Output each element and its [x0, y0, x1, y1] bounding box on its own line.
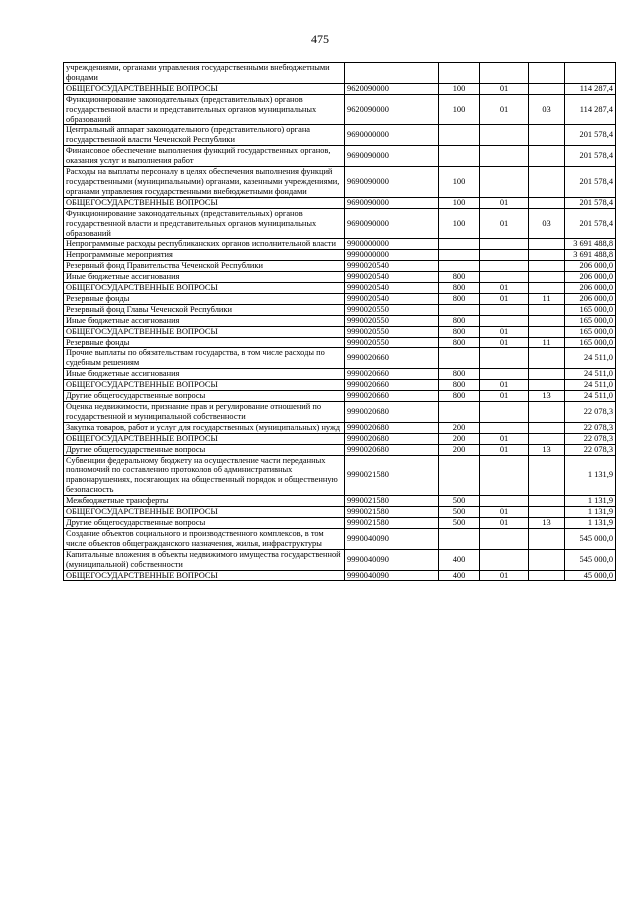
row-amount: 24 511,0	[565, 369, 616, 380]
row-subsection	[529, 326, 565, 337]
row-amount: 206 000,0	[565, 283, 616, 294]
row-code: 9620090000	[345, 83, 439, 94]
row-amount: 201 578,4	[565, 125, 616, 146]
row-expense-type: 500	[439, 507, 480, 518]
row-code: 9990000000	[345, 250, 439, 261]
row-expense-type: 200	[439, 422, 480, 433]
table-row	[64, 433, 616, 444]
row-code: 9990040090	[345, 549, 439, 570]
table-row	[64, 283, 616, 294]
row-expense-type: 100	[439, 208, 480, 239]
row-name: Непрограммные расходы республиканских органов исполнительной власти	[64, 239, 345, 250]
row-code: 9990020540	[345, 272, 439, 283]
row-expense-type: 200	[439, 433, 480, 444]
table-row	[64, 455, 616, 496]
row-amount: 22 078,3	[565, 433, 616, 444]
row-amount: 201 578,4	[565, 167, 616, 198]
row-expense-type	[439, 63, 480, 84]
row-code: 9690090000	[345, 197, 439, 208]
table-row	[64, 422, 616, 433]
row-expense-type: 100	[439, 83, 480, 94]
row-name: Оценка недвижимости, признание прав и регулирование отношений по государственной и муниципальной собственности	[64, 402, 345, 423]
row-code: 9990020680	[345, 433, 439, 444]
row-expense-type: 100	[439, 167, 480, 198]
row-expense-type	[439, 304, 480, 315]
row-code: 9990020550	[345, 315, 439, 326]
table-row	[64, 391, 616, 402]
row-subsection: 03	[529, 94, 565, 125]
table-row	[64, 549, 616, 570]
row-name: Другие общегосударственные вопросы	[64, 444, 345, 455]
table-row	[64, 261, 616, 272]
row-section	[480, 402, 529, 423]
row-expense-type: 800	[439, 337, 480, 348]
row-amount: 206 000,0	[565, 261, 616, 272]
row-subsection	[529, 433, 565, 444]
row-section	[480, 261, 529, 272]
row-subsection	[529, 283, 565, 294]
row-code: 9990020660	[345, 380, 439, 391]
row-name: ОБЩЕГОСУДАРСТВЕННЫЕ ВОПРОСЫ	[64, 283, 345, 294]
row-subsection	[529, 239, 565, 250]
table-row	[64, 444, 616, 455]
row-section: 01	[480, 517, 529, 528]
table-row	[64, 570, 616, 581]
row-amount: 22 078,3	[565, 422, 616, 433]
row-subsection	[529, 250, 565, 261]
row-subsection: 03	[529, 208, 565, 239]
row-amount: 206 000,0	[565, 293, 616, 304]
row-subsection: 11	[529, 293, 565, 304]
row-code: 9990021580	[345, 517, 439, 528]
row-section	[480, 496, 529, 507]
row-expense-type: 800	[439, 380, 480, 391]
row-section: 01	[480, 380, 529, 391]
row-code: 9690090000	[345, 146, 439, 167]
row-section: 01	[480, 433, 529, 444]
row-section: 01	[480, 293, 529, 304]
row-expense-type: 800	[439, 391, 480, 402]
row-expense-type: 800	[439, 293, 480, 304]
table-row	[64, 517, 616, 528]
row-amount: 1 131,9	[565, 496, 616, 507]
row-amount	[565, 63, 616, 84]
row-subsection: 11	[529, 337, 565, 348]
row-name: ОБЩЕГОСУДАРСТВЕННЫЕ ВОПРОСЫ	[64, 570, 345, 581]
table-row	[64, 304, 616, 315]
row-name: ОБЩЕГОСУДАРСТВЕННЫЕ ВОПРОСЫ	[64, 507, 345, 518]
row-section	[480, 348, 529, 369]
row-amount: 3 691 488,8	[565, 250, 616, 261]
row-expense-type: 500	[439, 496, 480, 507]
row-section	[480, 304, 529, 315]
row-expense-type: 800	[439, 369, 480, 380]
row-amount: 206 000,0	[565, 272, 616, 283]
row-section	[480, 315, 529, 326]
row-subsection	[529, 272, 565, 283]
row-section	[480, 455, 529, 496]
row-code: 9690090000	[345, 208, 439, 239]
row-subsection	[529, 146, 565, 167]
row-section	[480, 146, 529, 167]
row-expense-type: 200	[439, 444, 480, 455]
table-row	[64, 326, 616, 337]
row-name: Центральный аппарат законодательного (представительного) органа государственной власти Чеченской Республики	[64, 125, 345, 146]
row-code: 9990021580	[345, 455, 439, 496]
table-row	[64, 83, 616, 94]
row-code: 9990021580	[345, 496, 439, 507]
row-name: Резервные фонды	[64, 337, 345, 348]
row-amount: 165 000,0	[565, 326, 616, 337]
row-subsection	[529, 197, 565, 208]
row-code: 9690000000	[345, 125, 439, 146]
row-subsection	[529, 167, 565, 198]
row-name: Капитальные вложения в объекты недвижимого имущества государственной (муниципальной) собственности	[64, 549, 345, 570]
row-amount: 114 287,4	[565, 83, 616, 94]
row-subsection	[529, 507, 565, 518]
row-code: 9690090000	[345, 167, 439, 198]
row-section: 01	[480, 326, 529, 337]
row-subsection	[529, 422, 565, 433]
table-row	[64, 380, 616, 391]
table-row	[64, 528, 616, 549]
row-name: учреждениями, органами управления государственными внебюджетными фондами	[64, 63, 345, 84]
row-section: 01	[480, 283, 529, 294]
row-name: Функционирование законодательных (представительных) органов государственной власти и представительных органов муниципальных образований	[64, 208, 345, 239]
row-section	[480, 167, 529, 198]
row-amount: 201 578,4	[565, 146, 616, 167]
row-code	[345, 63, 439, 84]
row-section	[480, 422, 529, 433]
row-name: Резервные фонды	[64, 293, 345, 304]
row-name: Иные бюджетные ассигнования	[64, 315, 345, 326]
row-code: 9990020680	[345, 422, 439, 433]
row-name: ОБЩЕГОСУДАРСТВЕННЫЕ ВОПРОСЫ	[64, 197, 345, 208]
row-expense-type: 400	[439, 549, 480, 570]
row-subsection: 13	[529, 391, 565, 402]
row-expense-type: 800	[439, 272, 480, 283]
table-row	[64, 315, 616, 326]
row-amount: 3 691 488,8	[565, 239, 616, 250]
row-subsection: 13	[529, 444, 565, 455]
row-section	[480, 272, 529, 283]
row-section: 01	[480, 208, 529, 239]
row-subsection	[529, 369, 565, 380]
row-amount: 22 078,3	[565, 444, 616, 455]
row-section: 01	[480, 570, 529, 581]
row-section: 01	[480, 83, 529, 94]
budget-table-body	[64, 63, 616, 581]
row-subsection	[529, 125, 565, 146]
table-row	[64, 496, 616, 507]
row-name: Непрограммные мероприятия	[64, 250, 345, 261]
row-section	[480, 239, 529, 250]
row-amount: 545 000,0	[565, 528, 616, 549]
row-code: 9620090000	[345, 94, 439, 125]
row-code: 9990040090	[345, 570, 439, 581]
row-name: Субвенции федеральному бюджету на осуществление части переданных полномочий по составлению протоколов об административных правонарушениях, посягающих на общественный порядок и общественную безопасность	[64, 455, 345, 496]
row-code: 9990020680	[345, 402, 439, 423]
row-subsection	[529, 402, 565, 423]
row-code: 9990020540	[345, 261, 439, 272]
row-name: Функционирование законодательных (представительных) органов государственной власти и представительных органов муниципальных образований	[64, 94, 345, 125]
table-row	[64, 369, 616, 380]
row-section: 01	[480, 507, 529, 518]
row-amount: 165 000,0	[565, 304, 616, 315]
row-expense-type: 800	[439, 315, 480, 326]
table-row	[64, 167, 616, 198]
row-expense-type	[439, 125, 480, 146]
row-subsection	[529, 63, 565, 84]
row-expense-type: 100	[439, 197, 480, 208]
table-row	[64, 146, 616, 167]
row-code: 9900000000	[345, 239, 439, 250]
row-amount: 1 131,9	[565, 455, 616, 496]
row-expense-type	[439, 528, 480, 549]
row-code: 9990020660	[345, 348, 439, 369]
table-row	[64, 348, 616, 369]
row-amount: 201 578,4	[565, 197, 616, 208]
table-row	[64, 250, 616, 261]
row-amount: 22 078,3	[565, 402, 616, 423]
row-name: ОБЩЕГОСУДАРСТВЕННЫЕ ВОПРОСЫ	[64, 83, 345, 94]
row-amount: 201 578,4	[565, 208, 616, 239]
row-section: 01	[480, 94, 529, 125]
row-subsection	[529, 496, 565, 507]
row-section	[480, 63, 529, 84]
row-code: 9990020660	[345, 369, 439, 380]
table-row	[64, 337, 616, 348]
row-amount: 24 511,0	[565, 391, 616, 402]
budget-table	[63, 62, 616, 581]
row-expense-type	[439, 261, 480, 272]
row-amount: 45 000,0	[565, 570, 616, 581]
row-expense-type	[439, 455, 480, 496]
row-code: 9990020550	[345, 326, 439, 337]
row-expense-type: 800	[439, 326, 480, 337]
row-name: Другие общегосударственные вопросы	[64, 391, 345, 402]
row-expense-type: 500	[439, 517, 480, 528]
row-subsection	[529, 570, 565, 581]
row-expense-type	[439, 239, 480, 250]
row-subsection	[529, 83, 565, 94]
row-expense-type: 400	[439, 570, 480, 581]
row-expense-type	[439, 250, 480, 261]
row-name: Финансовое обеспечение выполнения функций государственных органов, оказания услуг и выполнения работ	[64, 146, 345, 167]
row-amount: 165 000,0	[565, 315, 616, 326]
row-expense-type	[439, 402, 480, 423]
row-section: 01	[480, 337, 529, 348]
row-section: 01	[480, 391, 529, 402]
row-code: 9990020550	[345, 337, 439, 348]
row-section	[480, 369, 529, 380]
row-name: Создание объектов социального и производственного комплексов, в том числе объектов общегражданского назначения, жилья, инфраструктуры	[64, 528, 345, 549]
row-subsection	[529, 455, 565, 496]
table-row	[64, 402, 616, 423]
row-subsection	[529, 348, 565, 369]
row-subsection	[529, 315, 565, 326]
row-amount: 1 131,9	[565, 507, 616, 518]
row-subsection: 13	[529, 517, 565, 528]
row-expense-type	[439, 146, 480, 167]
row-code: 9990020540	[345, 283, 439, 294]
row-amount: 545 000,0	[565, 549, 616, 570]
row-section: 01	[480, 197, 529, 208]
row-subsection	[529, 261, 565, 272]
table-row	[64, 197, 616, 208]
row-name: Межбюджетные трансферты	[64, 496, 345, 507]
row-name: Резервный фонд Главы Чеченской Республики	[64, 304, 345, 315]
row-expense-type: 800	[439, 283, 480, 294]
table-row	[64, 63, 616, 84]
row-code: 9990020540	[345, 293, 439, 304]
row-amount: 165 000,0	[565, 337, 616, 348]
table-row	[64, 239, 616, 250]
row-name: Закупка товаров, работ и услуг для государственных (муниципальных) нужд	[64, 422, 345, 433]
table-row	[64, 293, 616, 304]
row-code: 9990020660	[345, 391, 439, 402]
row-name: Резервный фонд Правительства Чеченской Республики	[64, 261, 345, 272]
row-name: Другие общегосударственные вопросы	[64, 517, 345, 528]
row-subsection	[529, 380, 565, 391]
row-amount: 114 287,4	[565, 94, 616, 125]
row-section	[480, 125, 529, 146]
row-name: ОБЩЕГОСУДАРСТВЕННЫЕ ВОПРОСЫ	[64, 433, 345, 444]
table-row	[64, 94, 616, 125]
table-row	[64, 125, 616, 146]
row-subsection	[529, 304, 565, 315]
table-row	[64, 208, 616, 239]
row-expense-type	[439, 348, 480, 369]
row-subsection	[529, 549, 565, 570]
row-code: 9990020550	[345, 304, 439, 315]
row-name: ОБЩЕГОСУДАРСТВЕННЫЕ ВОПРОСЫ	[64, 326, 345, 337]
row-section	[480, 549, 529, 570]
row-section: 01	[480, 444, 529, 455]
row-code: 9990040090	[345, 528, 439, 549]
row-section	[480, 528, 529, 549]
row-amount: 24 511,0	[565, 348, 616, 369]
row-amount: 24 511,0	[565, 380, 616, 391]
table-row	[64, 507, 616, 518]
table-row	[64, 272, 616, 283]
row-code: 9990020680	[345, 444, 439, 455]
row-name: Иные бюджетные ассигнования	[64, 272, 345, 283]
row-name: Прочие выплаты по обязательствам государства, в том числе расходы по судебным решениям	[64, 348, 345, 369]
row-subsection	[529, 528, 565, 549]
row-name: Расходы на выплаты персоналу в целях обеспечения выполнения функций государственными (муниципальными) органами, казенными учреждениями, органами управления государственными внебюджетными фондами	[64, 167, 345, 198]
row-code: 9990021580	[345, 507, 439, 518]
row-section	[480, 250, 529, 261]
row-amount: 1 131,9	[565, 517, 616, 528]
row-name: ОБЩЕГОСУДАРСТВЕННЫЕ ВОПРОСЫ	[64, 380, 345, 391]
page-number: 475	[311, 32, 329, 46]
row-expense-type: 100	[439, 94, 480, 125]
row-name: Иные бюджетные ассигнования	[64, 369, 345, 380]
